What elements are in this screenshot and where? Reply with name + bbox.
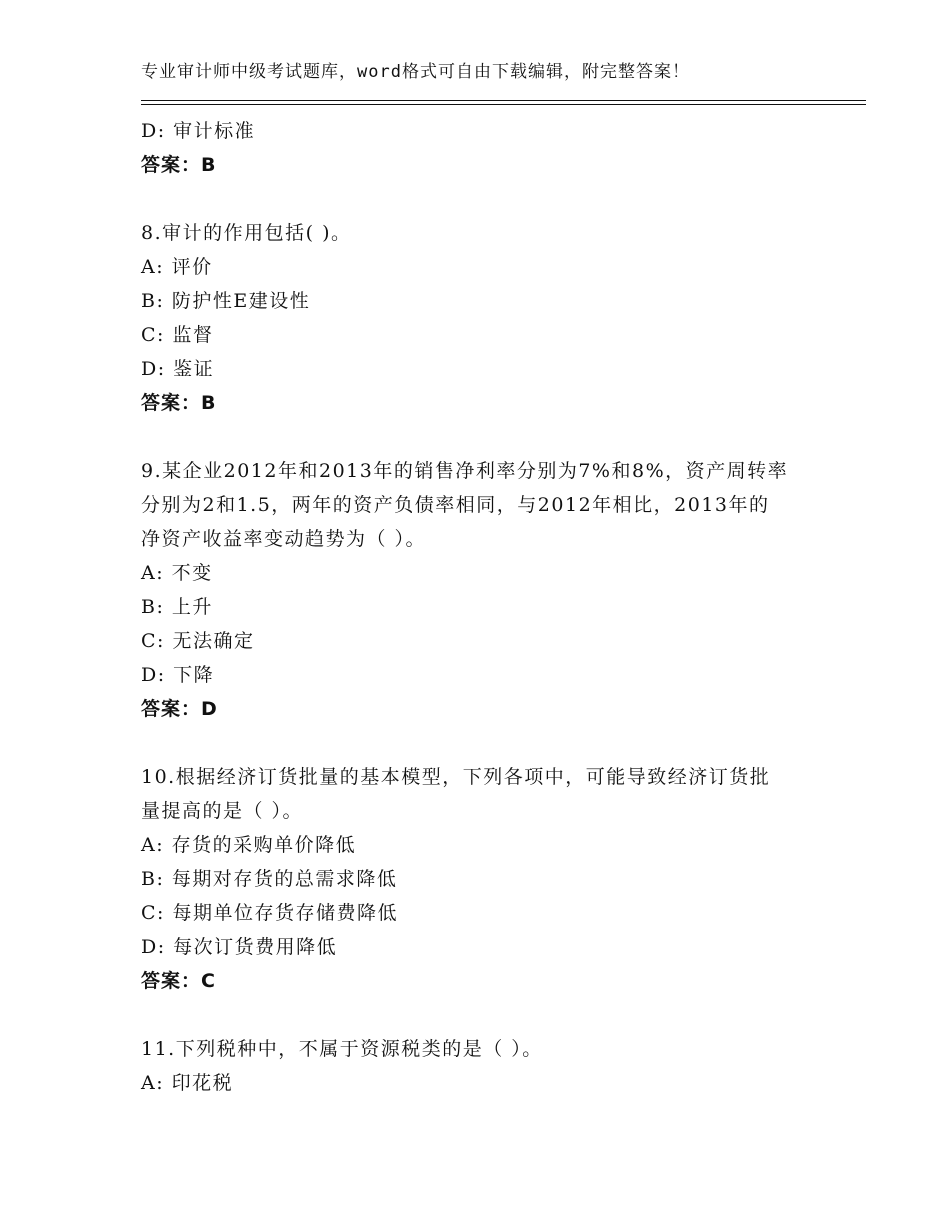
question-text: 11.下列税种中，不属于资源税类的是（ ）。 <box>141 1038 543 1060</box>
answer-line: 答案：D <box>141 698 218 720</box>
page-header: 专业审计师中级考试题库，word格式可自由下载编辑，附完整答案！ <box>141 62 690 82</box>
question-text: 量提高的是（ ）。 <box>141 800 304 822</box>
question-text: 9.某企业2012年和2013年的销售净利率分别为7%和8%，资产周转率 <box>141 460 789 482</box>
question-block <box>141 216 841 420</box>
header-rule-bottom <box>141 104 866 105</box>
question-block <box>141 760 841 998</box>
question-block <box>141 454 841 726</box>
option-line: B: 每期对存货的总需求降低 <box>141 868 398 890</box>
option-line: A: 存货的采购单价降低 <box>141 834 357 856</box>
spacer <box>141 420 841 454</box>
option-line: C: 监督 <box>141 324 214 346</box>
question-list <box>141 114 841 1100</box>
option-line: D: 审计标准 <box>141 120 256 142</box>
option-line: C: 每期单位存货存储费降低 <box>141 902 398 924</box>
question-block <box>141 114 841 182</box>
question-text: 8.审计的作用包括( )。 <box>141 222 352 244</box>
question-text: 分别为2和1.5，两年的资产负债率相同，与2012年相比，2013年的 <box>141 494 770 516</box>
answer-line: 答案：B <box>141 392 217 414</box>
option-line: C: 无法确定 <box>141 630 255 652</box>
spacer <box>141 998 841 1032</box>
option-line: D: 每次订货费用降低 <box>141 936 338 958</box>
header-rule-top <box>141 100 866 101</box>
answer-line: 答案：C <box>141 970 216 992</box>
question-block <box>141 1032 841 1100</box>
spacer <box>141 182 841 216</box>
question-text: 10.根据经济订货批量的基本模型，下列各项中，可能导致经济订货批 <box>141 766 771 788</box>
spacer <box>141 726 841 760</box>
option-line: A: 评价 <box>141 256 213 278</box>
option-line: D: 下降 <box>141 664 215 686</box>
option-line: A: 不变 <box>141 562 213 584</box>
answer-line: 答案：B <box>141 154 217 176</box>
option-line: B: 上升 <box>141 596 213 618</box>
option-line: D: 鉴证 <box>141 358 215 380</box>
option-line: A: 印花税 <box>141 1072 234 1094</box>
option-line: B: 防护性E建设性 <box>141 290 311 312</box>
question-text: 净资产收益率变动趋势为（ ）。 <box>141 528 427 550</box>
